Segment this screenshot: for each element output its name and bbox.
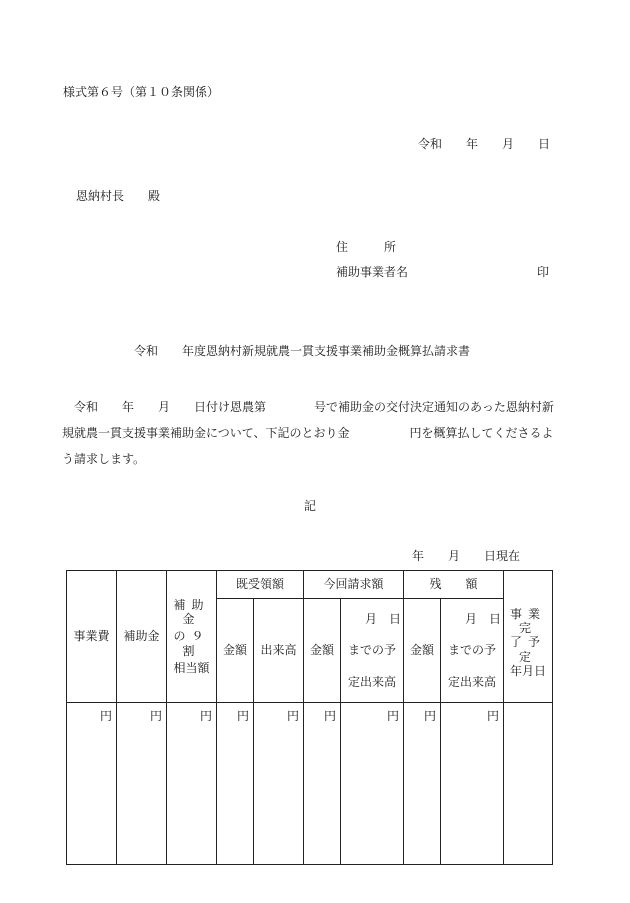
- ninety-line-1: 補助金: [173, 597, 210, 626]
- cell-current-amount: 円: [304, 703, 341, 865]
- current-planned-1: までの予: [348, 643, 397, 658]
- claim-table: [66, 570, 553, 865]
- remaining-amount: 金額: [404, 599, 441, 703]
- remaining-planned-output: [441, 599, 504, 703]
- date-day: 日: [538, 137, 551, 151]
- ki-heading: 記: [304, 499, 317, 513]
- cell-completion-date: [504, 703, 553, 865]
- current-amount: 金額: [304, 599, 341, 703]
- current-planned-output: [341, 599, 404, 703]
- group-remaining: 残 額: [404, 571, 504, 599]
- col-completion-date: [504, 571, 553, 703]
- cell-project-cost: 円: [67, 703, 117, 865]
- col-subsidy: 補助金: [117, 571, 167, 703]
- document-title: 令和 年度恩納村新規就農一貫支援事業補助金概算払請求書: [134, 344, 471, 358]
- date-line: [418, 138, 550, 150]
- remaining-planned-1: までの予: [448, 643, 497, 658]
- group-current: 今回請求額: [304, 571, 404, 599]
- completion-line-1: 事業完: [510, 606, 547, 635]
- col-ninety-percent: [167, 571, 217, 703]
- cell-received-amount: 円: [217, 703, 254, 865]
- received-output: 出来高: [254, 599, 304, 703]
- request-body: 令和 年 月 日付け恩農第 号で補助金の交付決定通知のあった恩納村新規就農一貫支援事業補助金について、下記のとおり金 円を概算払してくださるよう請求します。: [62, 400, 554, 466]
- current-planned-2: 定出来高: [348, 675, 397, 690]
- cell-current-planned: 円: [341, 703, 404, 865]
- completion-line-2: 了予定: [510, 635, 547, 664]
- remaining-md: 月 日: [465, 611, 502, 626]
- received-amount: 金額: [217, 599, 254, 703]
- ninety-line-3: 相当額: [173, 661, 210, 676]
- cell-remaining-amount: 円: [404, 703, 441, 865]
- cell-subsidy: 円: [117, 703, 167, 865]
- address-label: 住 所: [336, 240, 397, 254]
- cell-received-output: 円: [254, 703, 304, 865]
- applicant-name-label: 補助事業者名: [336, 265, 409, 279]
- as-of-date: 年 月 日現在: [412, 549, 521, 563]
- col-project-cost: 事業費: [67, 571, 117, 703]
- cell-remaining-planned: 円: [441, 703, 504, 865]
- group-received: 既受領額: [217, 571, 304, 599]
- date-era: 令和: [418, 137, 443, 151]
- seal-mark: 印: [537, 265, 550, 279]
- cell-ninety-percent: 円: [167, 703, 217, 865]
- ninety-line-2: の９割: [173, 629, 210, 658]
- addressee: 恩納村長 殿: [76, 189, 161, 203]
- date-month: 月: [502, 137, 515, 151]
- form-number: 様式第６号（第１０条関係）: [63, 85, 220, 99]
- completion-line-3: 年月日: [510, 664, 547, 679]
- date-year: 年: [466, 137, 479, 151]
- remaining-planned-2: 定出来高: [448, 675, 497, 690]
- current-md: 月 日: [365, 611, 402, 626]
